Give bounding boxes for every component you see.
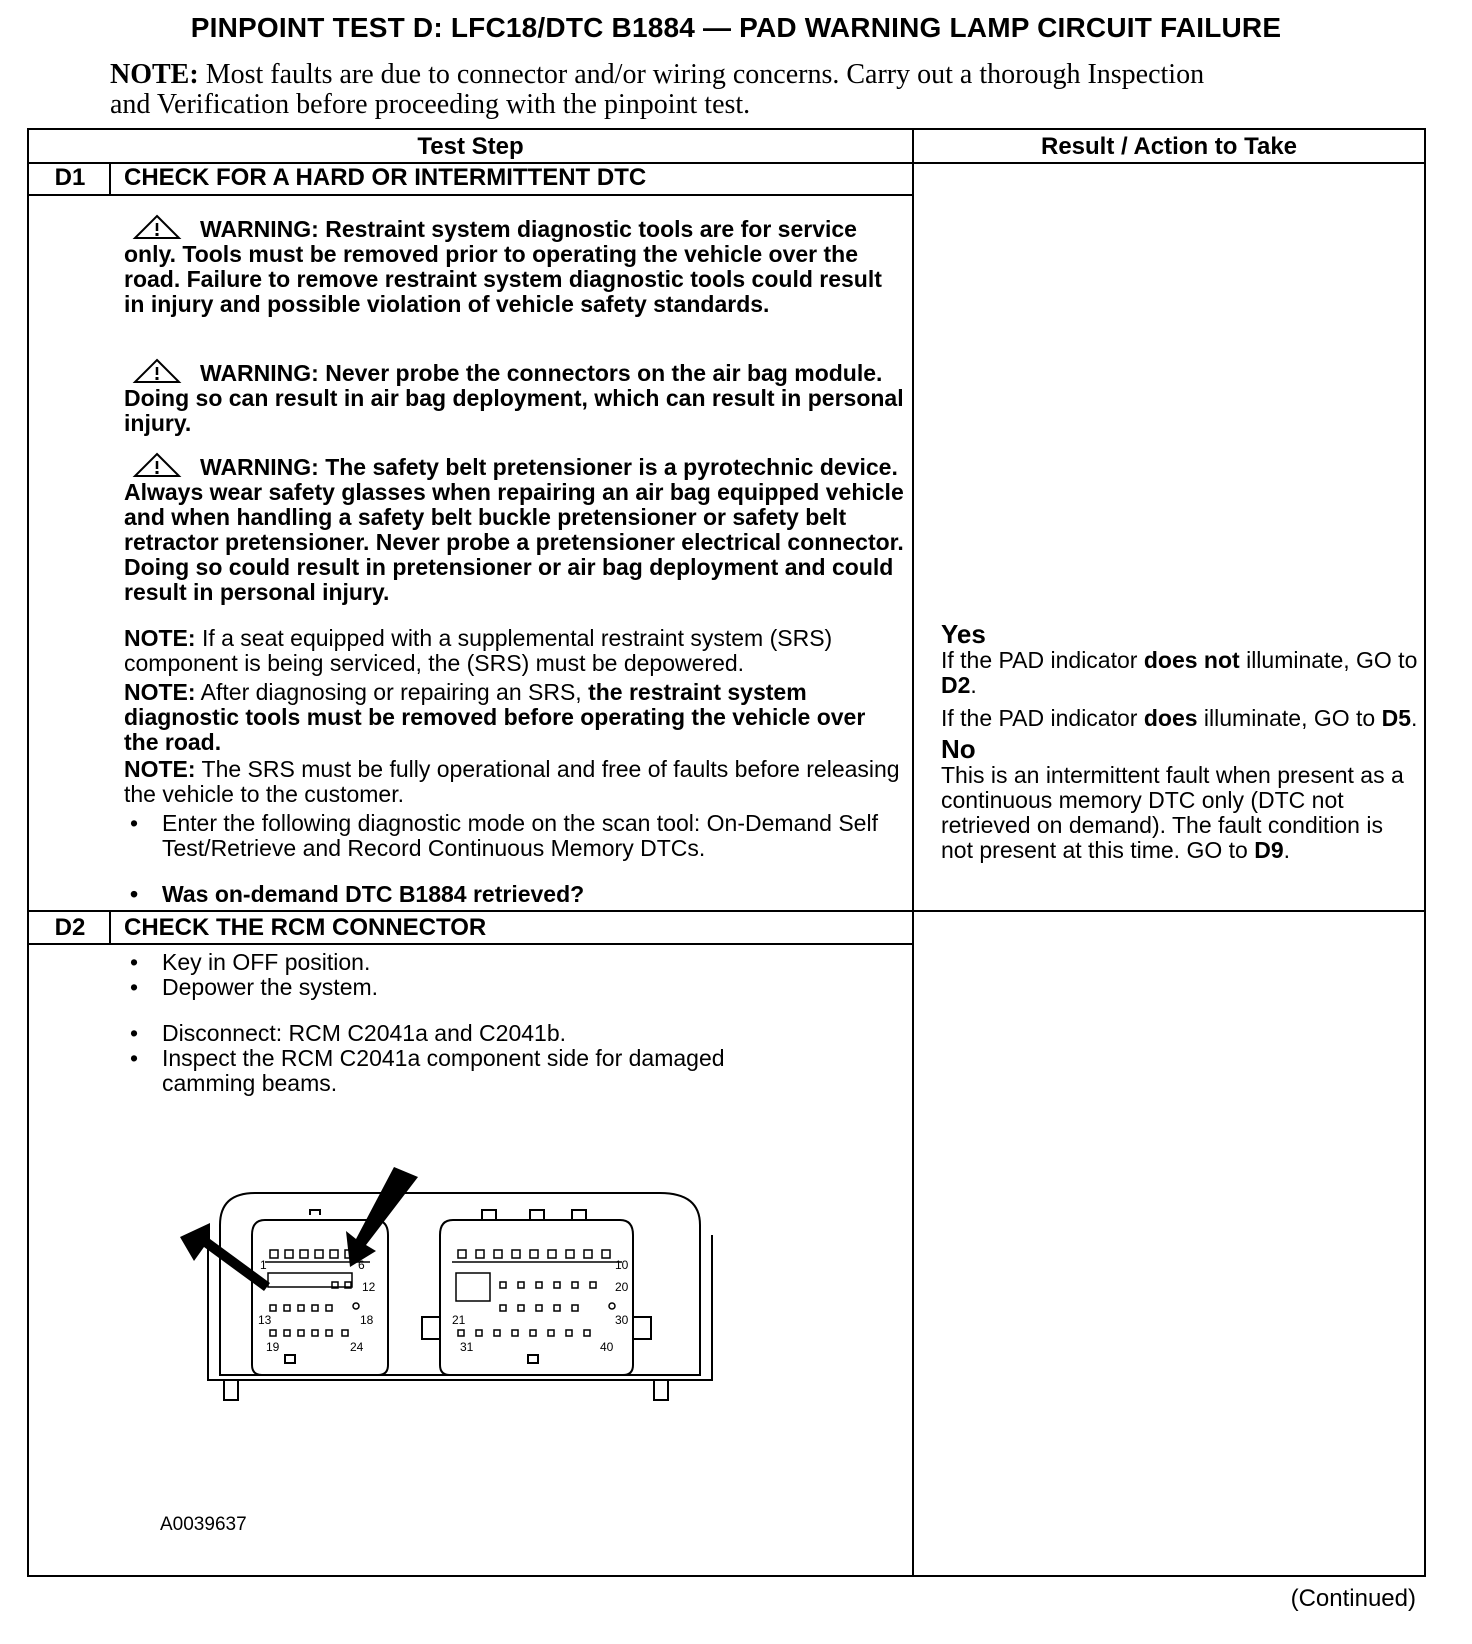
d2-bullet-4 [124,1046,764,1096]
page-title: PINPOINT TEST D: LFC18/DTC B1884 — PAD WARNING LAMP CIRCUIT FAILURE [190,12,1282,43]
d2-bullet-2-text: Depower the system. [162,974,379,1000]
pin-label-30: 30 [615,1313,629,1327]
d1-warning-2 [124,358,904,436]
d1-result [941,620,1421,863]
pointer-arrow-icon [346,1167,418,1267]
d1-result-yes-2: If the PAD indicator does illuminate, GO to D5. [941,705,1418,731]
d1-note-2-bold: the restraint system diagnostic tools must be removed before operating the vehicle over the road. [124,679,866,755]
bullet-icon: • [129,810,139,836]
d1-note-1-label: NOTE: [124,625,196,651]
pin-label-13: 13 [258,1313,272,1327]
d1-bullet-2 [124,882,904,907]
d1-note-1-text: If a seat equipped with a supplemental restraint system (SRS) component is being serviced, the (SRS) must be depowered. [124,625,833,676]
intro-note-text: Most faults are due to connector and/or wiring concerns. Carry out a thorough Inspection and Verification before proceeding with the pinpoint test. [110,59,1205,120]
rcm-connector-illustration [160,1165,730,1465]
d2-bullet-1 [124,950,904,975]
d1-note-3-label: NOTE: [124,756,196,782]
d1-warning-2-text: WARNING: Never probe the connectors on the air bag module. Doing so can result in air bag deployment, which can result in personal injury. [124,360,904,436]
d1-bullet-1-text: Enter the following diagnostic mode on the scan tool: On-Demand Self Test/Retrieve and Record Continuous Memory DTCs. [162,810,878,861]
d1-title-divider [29,194,912,196]
d2-bullet-1-text: Key in OFF position. [162,949,371,975]
d1-result-yes: Yes [941,619,986,649]
pin-label-18: 18 [360,1313,374,1327]
warning-triangle-icon [132,358,182,384]
bullet-icon: • [129,1045,139,1071]
d2-bullet-4-text: Inspect the RCM C2041a component side for damaged camming beams. [162,1045,725,1096]
d1-bullet-1 [124,811,904,861]
pin-label-1: 1 [260,1258,267,1272]
d2-bullet-3-text: Disconnect: RCM C2041a and C2041b. [162,1020,567,1046]
d1-warning-3-text: WARNING: The safety belt pretensioner is a pyrotechnic device. Always wear safety glasses when repairing an air bag equipped vehicle and when handling a safety belt buckle pretensioner or safety belt retractor pretensioner. Never probe a pretensioner electrical connector. Doing so could result in pretensioner or air bag deployment and could result in personal injury. [124,454,904,605]
bullet-icon: • [129,974,139,1000]
d1-warning-3 [124,452,904,605]
pin-label-19: 19 [266,1340,280,1354]
intro-note-label: NOTE: [110,59,199,90]
figure-id: A0039637 [160,1514,247,1535]
pin-label-20: 20 [615,1280,629,1294]
d1-warning-1-text: WARNING: Restraint system diagnostic tools are for service only. Tools must be removed prior to operating the vehicle over the road. Failure to remove restraint system diagnostic tools could result in injury and possible violation of vehicle safety standards. [124,216,882,317]
d1-result-yes-1: If the PAD indicator does not illuminate, GO to D2. [941,647,1418,698]
pin-label-10: 10 [615,1258,629,1272]
d1-note-1 [124,626,904,676]
pin-label-6: 6 [358,1258,365,1272]
d1-step-title: CHECK FOR A HARD OR INTERMITTENT DTC [124,164,647,191]
d2-bullet-3 [124,1021,904,1046]
header-result-action: Result / Action to Take [1040,133,1298,160]
d1-note-3 [124,757,904,807]
intro-note [110,60,1250,120]
pin-label-24: 24 [350,1340,364,1354]
pin-label-12: 12 [362,1280,376,1294]
d2-step-title: CHECK THE RCM CONNECTOR [124,914,487,941]
d1-step-number: D1 [54,164,86,191]
d2-bullet-2 [124,975,904,1000]
d1-note-2 [124,680,904,755]
warning-triangle-icon [132,214,182,240]
bullet-icon: • [129,881,139,907]
d1-note-3-text: The SRS must be fully operational and free of faults before releasing the vehicle to the customer. [124,756,900,807]
warning-triangle-icon [132,452,182,478]
d1-result-no: No [941,734,976,764]
d1-result-no-text: This is an intermittent fault when present as a continuous memory DTC only (DTC not retrieved on demand). The fault condition is not present at this time. GO to D9. [941,762,1404,863]
bullet-icon: • [129,949,139,975]
column-divider [912,130,914,1575]
d1-warning-1 [124,214,904,317]
pin-label-40: 40 [600,1340,614,1354]
continued-label: (Continued) [1290,1585,1416,1612]
d1-note-2-label: NOTE: [124,679,196,705]
bullet-icon: • [129,1020,139,1046]
pointer-arrow-icon [180,1223,270,1291]
pin-label-21: 21 [452,1313,466,1327]
pin-label-31: 31 [460,1340,474,1354]
d1-bullet-2-text: Was on-demand DTC B1884 retrieved? [162,881,585,907]
header-test-step: Test Step [417,133,524,160]
d1-note-2-text: After diagnosing or repairing an SRS, [195,679,589,705]
d2-step-number: D2 [54,914,86,941]
d2-title-divider [29,943,912,945]
